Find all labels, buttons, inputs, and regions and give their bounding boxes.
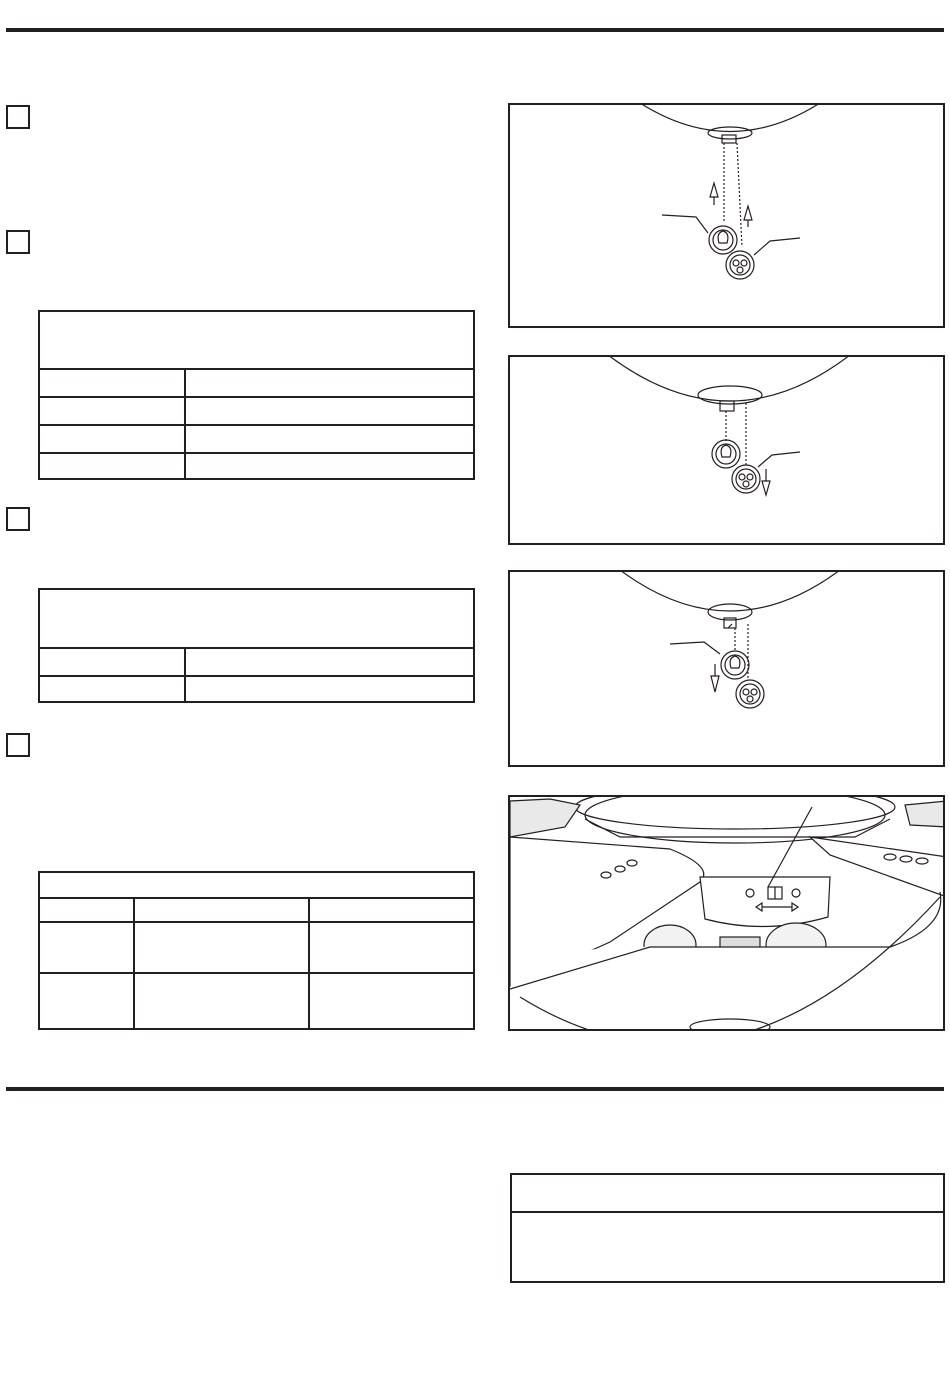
light-bulb-icon [712, 440, 740, 468]
fan-icon [736, 680, 764, 708]
fan-icon [726, 251, 754, 279]
figure-fan-chain-down [508, 355, 945, 545]
table-1 [38, 310, 475, 480]
light-bulb-icon [721, 651, 749, 679]
step-box-2 [6, 230, 30, 254]
arrow-up-icon [710, 183, 718, 205]
arrow-down-icon [762, 469, 770, 495]
figure-reverse-switch [508, 795, 945, 1031]
bottom-rule [6, 1087, 944, 1091]
arrow-up-icon [744, 206, 752, 227]
table-3 [38, 871, 475, 1030]
figure-light-chain-down [508, 570, 945, 767]
step-box-1 [6, 105, 30, 129]
step-box-3 [6, 507, 30, 531]
info-box [510, 1173, 945, 1283]
light-bulb-icon [709, 226, 737, 254]
table-2 [38, 588, 475, 703]
arrow-down-icon [711, 664, 719, 692]
fan-icon [732, 465, 760, 493]
figure-pull-chains-up [508, 103, 945, 328]
step-box-4 [6, 733, 30, 757]
top-rule [6, 28, 944, 32]
